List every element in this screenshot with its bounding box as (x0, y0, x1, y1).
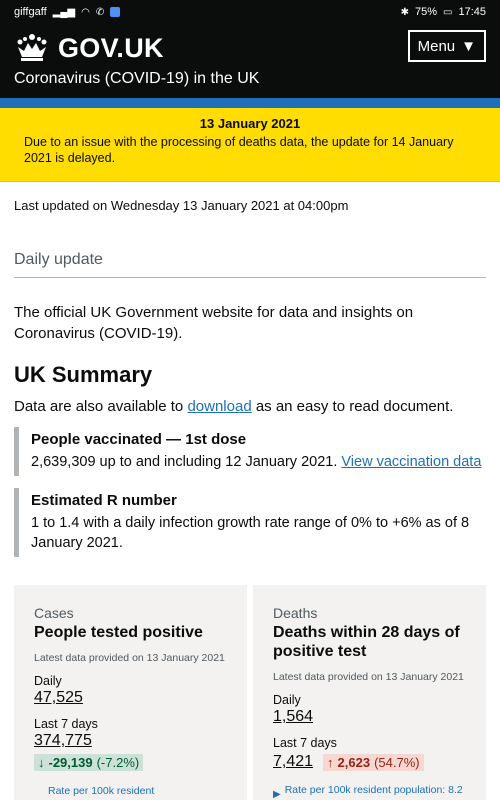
triangle-right-icon: ▶ (273, 789, 281, 800)
card-category: Cases (34, 605, 74, 621)
battery-icon: ▭ (443, 6, 453, 18)
site-header (0, 24, 500, 98)
card-provided-date: Latest data provided on 13 January 2021 (34, 652, 225, 664)
intro-text: The official UK Government website for data and insights on Coronavirus (COVID-19). (14, 304, 414, 342)
carrier-name: giffgaff (14, 6, 47, 18)
cases-card (14, 585, 247, 800)
cases-daily-value[interactable]: 47,525 (34, 689, 83, 706)
header-accent-bar (0, 98, 500, 108)
deaths-card (253, 585, 486, 800)
status-bar (0, 0, 500, 24)
service-name[interactable]: Coronavirus (COVID-19) in the UK (14, 70, 260, 87)
menu-button[interactable] (408, 30, 486, 62)
deaths-daily-value[interactable]: 1,564 (273, 708, 314, 725)
card-category: Deaths (273, 605, 318, 621)
data-availability (14, 398, 486, 415)
wifi-icon: ◠ (81, 6, 90, 18)
card-title: People tested positive (34, 624, 203, 641)
clock: 17:45 (458, 6, 486, 18)
main-content (0, 198, 500, 800)
change-percent: (54.7%) (374, 755, 420, 770)
vpn-icon (110, 7, 120, 17)
caret-down-icon: ▼ (461, 37, 476, 55)
deaths-7day-value[interactable]: 7,421 (273, 753, 314, 770)
signal-icon: ▂▄▆ (52, 6, 76, 18)
daily-label: Daily (34, 674, 62, 688)
cases-rate-toggle[interactable] (34, 784, 235, 799)
r-number-text: 1 to 1.4 with a daily infection growth rate range of 0% to +6% as of 8 January 2021. (31, 515, 470, 551)
menu-label: Menu (417, 37, 456, 55)
banner-date: 13 January 2021 (199, 116, 301, 131)
deaths-rate-toggle[interactable] (273, 783, 474, 800)
last-updated: Last updated on Wednesday 13 January 2021 at 04:00pm (14, 198, 349, 213)
card-title: Deaths within 28 days of positive test (273, 624, 460, 660)
data-availability-prefix: Data are also available to (14, 398, 188, 415)
r-number-inset (14, 488, 486, 557)
deaths-change-badge (323, 754, 424, 771)
vaccination-inset (14, 427, 486, 476)
summary-cards (14, 585, 486, 800)
change-percent: (-7.2%) (96, 755, 140, 770)
download-link[interactable]: download (187, 398, 252, 415)
data-availability-suffix: as an easy to read document. (251, 398, 454, 415)
uk-summary-heading: UK Summary (14, 362, 153, 387)
change-value: 2,623 (337, 755, 371, 770)
crown-icon (14, 33, 50, 63)
rate-text: Rate per 100k resident population: 8.2 (284, 784, 463, 796)
arrow-down-icon: ↓ (38, 755, 45, 770)
r-number-title: Estimated R number (31, 492, 177, 509)
daily-update-heading: Daily update (14, 251, 486, 278)
battery-percent: 75% (414, 6, 438, 18)
arrow-up-icon: ↑ (327, 755, 334, 770)
last-7-days-label: Last 7 days (273, 736, 337, 750)
cases-7day-value[interactable]: 374,775 (34, 732, 92, 749)
view-vaccination-data-link[interactable]: View vaccination data (341, 454, 482, 470)
rate-text: Rate per 100k resident (48, 785, 155, 797)
daily-label: Daily (273, 693, 301, 707)
banner-text: Due to an issue with the processing of deaths data, the update for 14 January 2021 is delayed. (24, 135, 454, 165)
notification-banner (0, 108, 500, 182)
vaccination-figure: 2,639,309 up to and including 12 January 2021. (31, 454, 342, 470)
card-provided-date: Latest data provided on 13 January 2021 (273, 671, 464, 683)
bluetooth-icon: ✱ (400, 6, 409, 18)
vaccination-text (31, 452, 486, 472)
last-7-days-label: Last 7 days (34, 717, 98, 731)
cases-change-badge (34, 754, 143, 771)
change-value: -29,139 (48, 755, 93, 770)
logo-text: GOV.UK (58, 32, 164, 63)
phone-icon: ✆ (95, 6, 105, 18)
deaths-7day-row (273, 750, 474, 771)
vaccination-title: People vaccinated — 1st dose (31, 431, 247, 448)
